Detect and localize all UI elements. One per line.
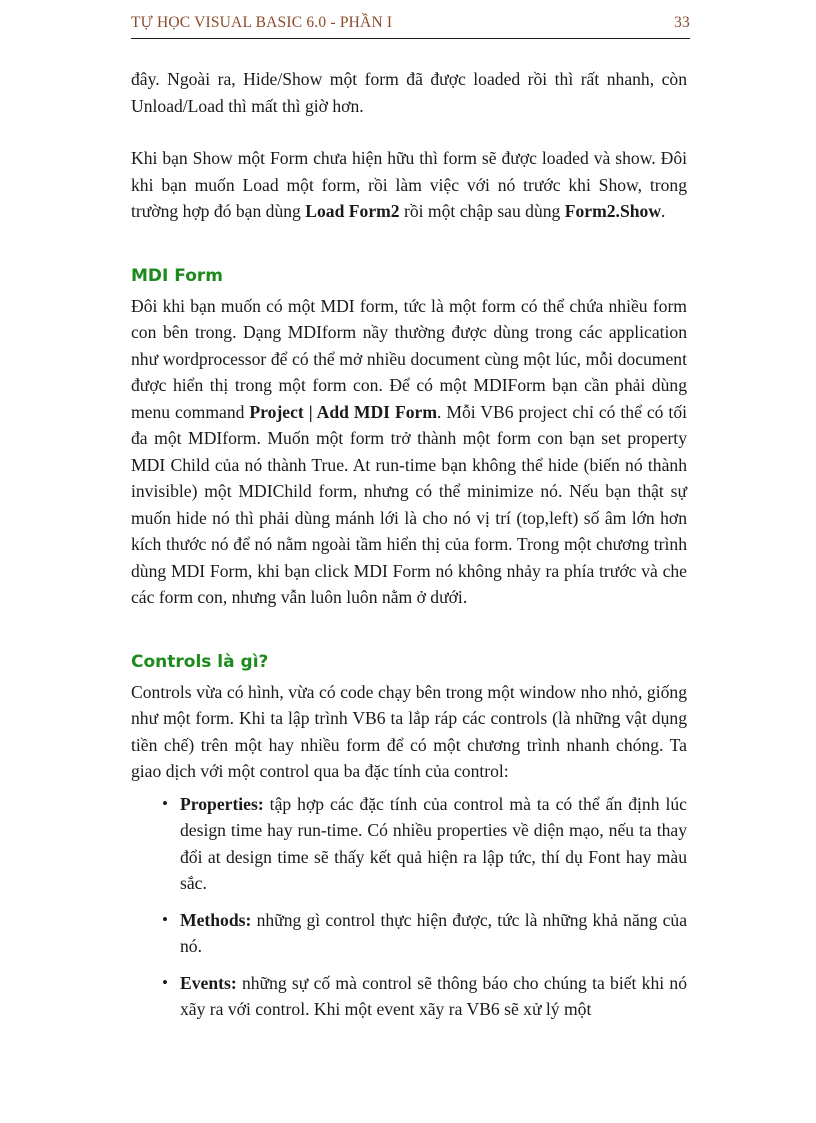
section-heading-mdi-form: MDI Form <box>131 265 223 286</box>
bullet-text: những sự cố mà control sẽ thông báo cho chúng ta biết khi nó xãy ra với control. Khi một event xãy ra VB6 sẽ xử lý một <box>180 972 687 1019</box>
bullet-term: Events: <box>180 972 237 993</box>
list-item <box>131 791 687 897</box>
running-header <box>131 14 690 39</box>
bold-run: Project | Add MDI Form <box>249 401 437 422</box>
list-item <box>131 970 687 1023</box>
text-run: . <box>661 201 666 221</box>
body-content <box>131 66 687 1033</box>
section-heading-controls: Controls là gì? <box>131 651 269 672</box>
paragraph-mdi-form <box>131 293 687 611</box>
bullet-icon: • <box>162 972 168 992</box>
bullet-list <box>131 791 687 1023</box>
paragraph-controls-intro: Controls vừa có hình, vừa có code chạy bên trong một window nho nhỏ, giống như một form. Khi ta lập trình VB6 ta lắp ráp các controls (là những vật dụng tiền chế) trên một hay nhiều form để có một chương trình nhanh chóng. Ta giao dịch với một control qua ba đặc tính của control: <box>131 681 687 781</box>
text-run: Khi bạn Show một Form chưa hiện hữu thì form sẽ được loaded và show. Đôi khi bạn muốn Load một form, rồi làm việc với nó trước khi Show, trong trường hợp đó bạn dùng <box>131 148 687 221</box>
bullet-text: tập hợp các đặc tính của control mà ta có thể ấn định lúc design time hay run-time. Có nhiều properties về diện mạo, nếu ta thay đổi at design time sẽ thấy kết quả hiện ra lập tức, thí dụ Font hay màu sắc. <box>180 793 687 893</box>
bold-run: Form2.Show <box>564 201 662 221</box>
bold-run: Load Form2 <box>305 201 400 221</box>
bullet-icon: • <box>162 793 168 813</box>
text-run: Đôi khi bạn muốn có một MDI form, tức là một form có thể chứa nhiều form con bên trong. Dạng MDIform nầy thường được dùng trong các application như wordprocessor để có thể mở nhiều document cùng một lúc, mỗi document được hiển thị trong một form con. Để có một MDIForm bạn cần phải dùng menu command <box>131 295 687 422</box>
paragraph-continuation: đây. Ngoài ra, Hide/Show một form đã được loaded rồi thì rất nhanh, còn Unload/Load thì mất thì giờ hơn. <box>131 69 687 116</box>
text-run: . Mỗi VB6 project chỉ có thể có tối đa một MDIform. Muốn một form trở thành một form con bạn set property MDI Child của nó thành True. At run-time bạn không thể hide (biến nó thành invisible) một MDIChild form, nhưng có thể minimize nó. Nếu bạn thật sự muốn hide nó thì phải dùng mánh lới là cho nó vị trí (top,left) số âm lớn hơn kích thước nó để nó nằm ngoài tầm hiển thị của form. Trong một chương trình dùng MDI Form, khi bạn click MDI Form nó không nhảy ra phía trước và che các form con, nhưng vẫn luôn luôn nằm ở dưới. <box>131 401 687 607</box>
bullet-term: Properties: <box>180 793 264 814</box>
list-item <box>131 907 687 960</box>
paragraph-show-form <box>131 145 687 225</box>
header-title: TỰ HỌC VISUAL BASIC 6.0 - PHẦN I <box>131 14 393 31</box>
text-run: rồi một chập sau dùng <box>399 201 565 221</box>
page-number: 33 <box>674 14 690 31</box>
bullet-term: Methods: <box>180 909 252 930</box>
bullet-icon: • <box>162 909 168 929</box>
bullet-text: những gì control thực hiện được, tức là những khả năng của nó. <box>180 909 687 956</box>
